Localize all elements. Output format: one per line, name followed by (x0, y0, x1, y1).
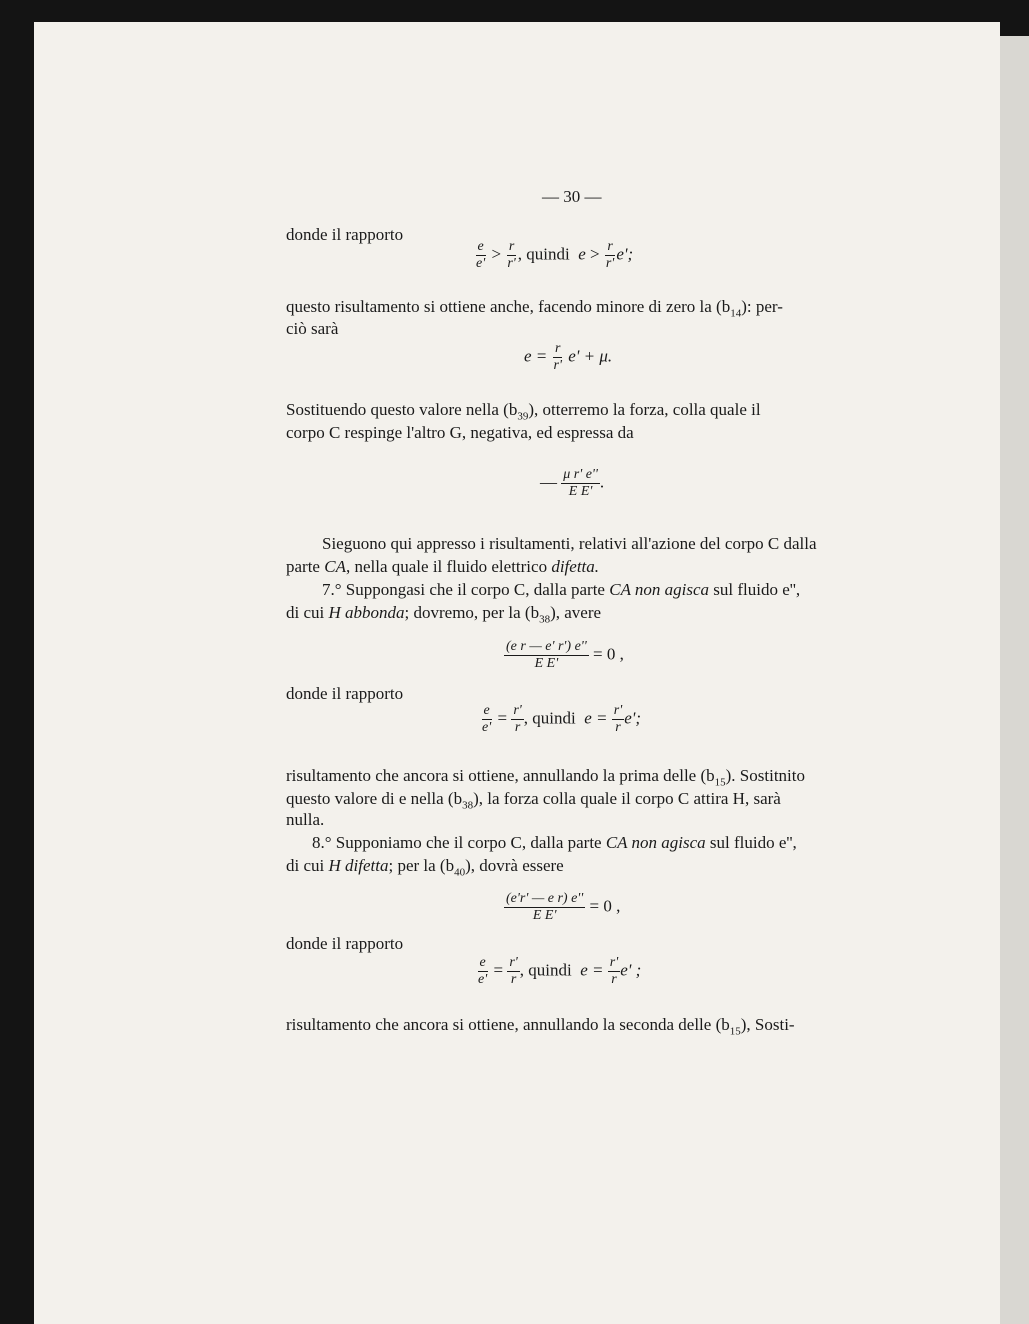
text-line: ciò sarà (286, 319, 339, 338)
text-line: nulla. (286, 810, 325, 829)
page-sheet (34, 22, 1000, 1324)
page-number: — 30 — (542, 187, 602, 206)
text-line: di cui H abbonda; dovremo, per la $(b_{38})$, avere (286, 603, 602, 626)
text-line: 7.° Suppongasi che il corpo C, dalla parte CA non agisca sul fluido e'', (322, 580, 801, 599)
text-line: donde il rapporto (286, 225, 404, 244)
text-line: corpo C respinge l'altro G, negativa, ed espressa da (286, 423, 634, 442)
equation-3: — $\frac{\text{μ r' e''}}{\text{E E'}}$ . (540, 467, 605, 499)
text-line: Sostituendo questo valore nella $(b_{39})$, otterremo la forza, colla quale il (286, 400, 761, 423)
text-line: donde il rapporto (286, 934, 404, 953)
text-line: questo risultamento si ottiene anche, facendo minore di zero la $(b_{14})$: per- (286, 297, 783, 320)
facing-page-edge (1000, 36, 1029, 1324)
equation-7: $\frac{e}{e'}$ = $\frac{r'}{r}$ , quindi e = $\frac{r'}{r}$ e' ; (478, 955, 642, 987)
text-line: risultamento che ancora si ottiene, annullando la prima delle $(b_{15})$. Sostitnito (286, 766, 805, 789)
equation-2: e = $\frac{r}{r'}$ e' + μ. (524, 341, 613, 373)
text-line: 8.° Supponiamo che il corpo C, dalla parte CA non agisca sul fluido e'', (312, 833, 797, 852)
text-line: donde il rapporto (286, 684, 404, 703)
equation-4: $\frac{\text{(e r — e' r') e''}}{\text{E E'}}$ = 0 , (506, 639, 624, 671)
text-line: risultamento che ancora si ottiene, annullando la seconda delle $(b_{15})$, Sosti- (286, 1015, 795, 1038)
text-line: parte CA, nella quale il fluido elettrico difetta. (286, 557, 600, 576)
equation-1: $\frac{e}{e'}$ > $\frac{r}{r'}$ , quindi e > $\frac{r}{r'}$ e'; (476, 239, 634, 271)
equation-5: $\frac{e}{e'}$ = $\frac{r'}{r}$ , quindi e = $\frac{r'}{r}$ e'; (482, 703, 642, 735)
text-line: di cui H difetta; per la $(b_{40})$, dovrà essere (286, 856, 564, 879)
equation-6: $\frac{\text{(e'r' — e r) e''}}{\text{E E'}}$ = 0 , (506, 891, 621, 923)
text-line: Sieguono qui appresso i risultamenti, relativi all'azione del corpo C dalla (322, 534, 817, 553)
text-line: questo valore di e nella $(b_{38})$, la forza colla quale il corpo C attira H, sarà (286, 789, 781, 812)
